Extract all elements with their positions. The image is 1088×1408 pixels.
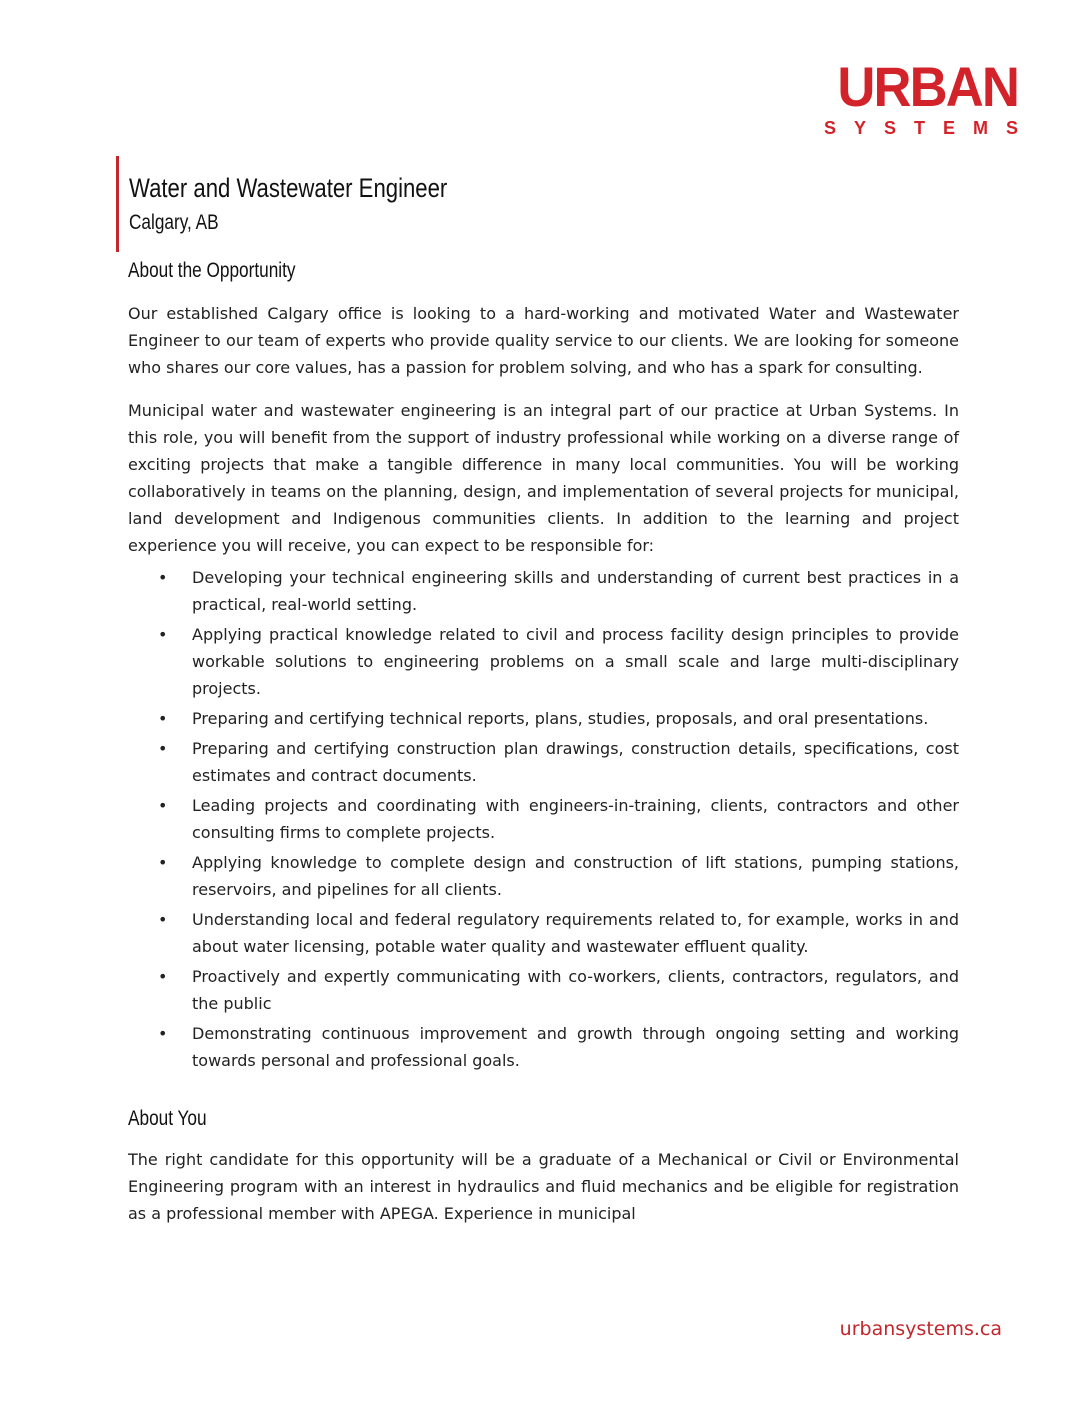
list-item: • Preparing and certifying technical reports, plans, studies, proposals, and oral presentations. [128, 705, 959, 732]
company-logo [798, 55, 1036, 139]
list-item: • Understanding local and federal regulatory requirements related to, for example, works in and about water licensing, potable water quality and wastewater effluent quality. [128, 906, 959, 960]
list-item: • Preparing and certifying construction plan drawings, construction details, specifications, cost estimates and contract documents. [128, 735, 959, 789]
logo-subtitle: SYSTEMS [823, 118, 1036, 138]
opportunity-paragraph-2: Municipal water and wastewater engineering is an integral part of our practice at Urban Systems. In this role, you will benefit from the support of industry professional while working on a diverse range of exciting projects that make a tangible difference in many local communities. You will be working collaboratively in teams on the planning, design, and implementation of several projects for municipal, land development and Indigenous communities clients. In addition to the learning and project experience you will receive, you can expect to be responsible for: [128, 401, 959, 555]
job-title: Water and Wastewater Engineer [129, 173, 448, 203]
opportunity-paragraph-1: Our established Calgary office is looking to a hard-working and motivated Water and Wastewater Engineer to our team of experts who provide quality service to our clients. We are looking for someone who shares our core values, has a passion for problem solving, and who has a spark for consulting. [128, 304, 959, 377]
footer-website-link[interactable]: urbansystems.ca [839, 1318, 1002, 1340]
list-item: • Developing your technical engineering skills and understanding of current best practices in a practical, real-world setting. [128, 564, 959, 618]
job-location: Calgary, AB [129, 211, 219, 234]
about-you-paragraph: The right candidate for this opportunity will be a graduate of a Mechanical or Civil or Environmental Engineering program with an interest in hydraulics and fluid mechanics and be eligible for registration as a professional member with APEGA. Experience in municipal [128, 1150, 959, 1223]
document-body [128, 256, 959, 1227]
list-item: • Leading projects and coordinating with engineers-in-training, clients, contractors and other consulting firms to complete projects. [128, 792, 959, 846]
section-heading-opportunity: About the Opportunity [128, 259, 296, 282]
list-item: • Applying knowledge to complete design and construction of lift stations, pumping stations, reservoirs, and pipelines for all clients. [128, 849, 959, 903]
section-heading-about-you: About You [128, 1107, 207, 1130]
list-item: • Applying practical knowledge related to civil and process facility design principles to provide workable solutions to engineering problems on a small scale and large multi-disciplinary projects. [128, 621, 959, 702]
logo-wordmark: URBAN [837, 55, 1018, 118]
responsibilities-list [128, 564, 959, 1074]
list-item: • Demonstrating continuous improvement and growth through ongoing setting and working towards personal and professional goals. [128, 1020, 959, 1074]
job-title-block [116, 156, 517, 252]
list-item: • Proactively and expertly communicating with co-workers, clients, contractors, regulators, and the public [128, 963, 959, 1017]
